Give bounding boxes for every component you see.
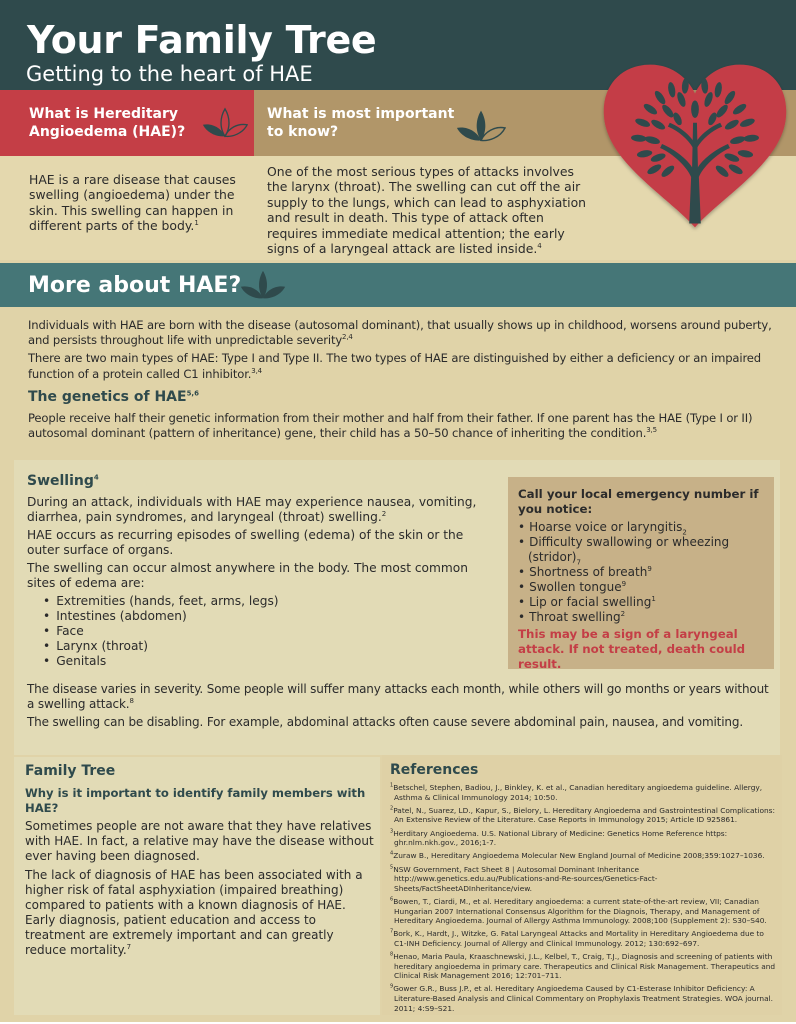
leaf-sprout-icon <box>240 268 286 302</box>
list-item: • Throat swelling$^2$ <box>518 610 768 625</box>
reference-item: $^7$Bork, K., Hardt, J., Witzke, G. Fatal Laryngeal Attacks and Mortality in Hereditary Angioedema due to C1-INH Deficiency. Journal of Allergy and Clinical Immunology. 2012; 130:692–697. <box>390 928 764 948</box>
more-about-paragraph-2: There are two main types of HAE: Type I and Type II. The two types of HAE are distinguished by either a deficiency or an impaired function of a protein called C1 inhibitor.$^{3,4}$ <box>28 351 761 381</box>
leaf-sprout-icon <box>202 106 248 140</box>
reference-item: $^5$NSW Government, Fact Sheet 8 | Autosomal Dominant Inheritance http://www.genetics.edu.au/Publications-and-Re-sources/Genetics-Fact-Sheets/FactSheetADInheritance/view. <box>390 864 658 893</box>
swelling-paragraph-1: During an attack, individuals with HAE may experience nausea, vomiting, diarrhea, pain syndromes, and laryngeal (throat) swelling.$^2$ <box>27 495 477 524</box>
more-about-heading: More about HAE? <box>28 273 242 298</box>
more-about-content <box>28 318 783 444</box>
swelling-content-bottom <box>27 682 777 733</box>
page-title: Your Family Tree <box>27 18 377 62</box>
more-about-paragraph-1: Individuals with HAE are born with the disease (autosomal dominant), that usually shows up in childhood, worsens around puberty, and persists throughout life with unpredictable severity$^{2,4}$ <box>28 318 772 348</box>
what-is-hae-heading: What is Hereditary Angioedema (HAE)? <box>29 106 186 140</box>
list-item: • Shortness of breath$^9$ <box>518 565 768 580</box>
list-item: • Larynx (throat) <box>43 639 497 654</box>
reference-item: $^9$Gower G.R., Buss J.P., et al. Hereditary Angioedema Caused by C1-Esterase Inhibitor Deficiency: A Literature-Based Analysis and Clinical Commentary on Prophylaxis Treatment Strategies. WOA journal. 2011; 4:S9–S21. <box>390 983 773 1013</box>
page-subtitle: Getting to the heart of HAE <box>26 62 313 86</box>
swelling-heading: Swelling$^4$ <box>27 473 99 489</box>
references-content <box>390 761 778 1017</box>
reference-item: $^6$Bowen, T., Ciardi, M., et al. Hereditary angioedema: a current state-of-the-art review, VII; Canadian Hungarian 2007 International Consensus Algorithm for the Diagnois, Therapy, and Management of Hereditary Angioedema. Journal of Allergy Asthma Immunology. 2008;100 (Supplement 2): S30–S40. <box>390 896 767 926</box>
list-item: • Lip or facial swelling$^1$ <box>518 595 768 610</box>
list-item: • Genitals <box>43 654 497 669</box>
reference-item: $^3$Herditary Angioedema. U.S. National Library of Medicine: Genetics Home Reference https: ghr.nlm.nkh.gov., 2016;1-7. <box>390 828 728 848</box>
swelling-paragraph-5: The swelling can be disabling. For example, abdominal attacks often cause severe abdominal pain, nausea, and vomiting. <box>27 715 744 729</box>
emergency-signs-list <box>518 520 768 625</box>
family-tree-paragraph-2: The lack of diagnosis of HAE has been associated with a higher risk of fatal asphyxiation (impaired breathing) compared to patients with a known diagnosis of HAE. Early diagnosis, patient education and access to treatment are extremely important and can greatly reduce mortality.$^7$ <box>25 868 363 957</box>
family-tree-question: Why is it important to identify family members with HAE? <box>25 786 366 815</box>
list-item: • Swollen tongue$^9$ <box>518 580 768 595</box>
what-is-hae-text: HAE is a rare disease that causes swelling (angioedema) under the skin. This swelling can happen in different parts of the body.$^1$ <box>29 172 236 234</box>
most-important-text: One of the most serious types of attacks involves the larynx (throat). The swelling can cut off the air supply to the lungs, which can lead to asphyxiation and result in death. This type of attack often requires immediate medical attention; the early signs of a laryngeal attack are listed inside.$^4$ <box>267 164 587 257</box>
references-heading: References <box>390 762 479 778</box>
most-important-heading: What is most important to know? <box>267 106 455 140</box>
swelling-paragraph-4: The disease varies in severity. Some people will suffer many attacks each month, while others will go months or years without a swelling attack.$^8$ <box>27 682 769 711</box>
genetics-heading: The genetics of HAE$^{5,6}$ <box>28 388 199 405</box>
references-list <box>390 783 778 1013</box>
swelling-paragraph-2: HAE occurs as recurring episodes of swelling (edema) of the skin or the outer surface of organs. <box>27 528 464 557</box>
family-tree-heading: Family Tree <box>25 763 116 779</box>
emergency-heading: Call your local emergency number if you notice: <box>518 487 759 516</box>
list-item: • Face <box>43 624 497 639</box>
list-item: • Difficulty swallowing or wheezing $(stridor)_7$ <box>518 535 768 565</box>
heart-tree-icon <box>600 58 790 234</box>
edema-sites-list <box>43 594 497 669</box>
reference-item: $^1$Betschel, Stephen, Badiou, J., Binkley, K. et al., Canadian hereditary angioedema guideline. Allergy, Asthma & Clinical Immunology 2014; 10:50. <box>390 782 763 802</box>
swelling-paragraph-3: The swelling can occur almost anywhere in the body. The most common sites of edema are: <box>27 561 468 590</box>
emergency-content <box>518 487 768 672</box>
reference-item: $^2$Patel, N., Suarez, LD., Kapur, S., Bielory, L. Hereditary Angioedema and Gastrointestinal Complications: An Extensive Review of the Literature. Case Reports in Immunology 2015; Article ID 925861. <box>390 805 775 825</box>
leaf-sprout-icon <box>456 108 506 144</box>
list-item: • Extremities (hands, feet, arms, legs) <box>43 594 497 609</box>
swelling-content <box>27 472 497 669</box>
genetics-paragraph: People receive half their genetic information from their mother and half from their father. If one parent has the HAE (Type I or II) autosomal dominant (pattern of inheritance) gene, their child has a 50–50 chance of inheriting the condition.$^{3,5}$ <box>28 410 753 441</box>
reference-item: $^4$Zuraw B., Hereditary Angioedema Molecular New England Journal of Medicine 2008;359:1027–1036. <box>390 850 765 861</box>
list-item: • Intestines (abdomen) <box>43 609 497 624</box>
emergency-warning: This may be a sign of a laryngeal attack. If not treated, death could result. <box>518 627 746 671</box>
list-item: • Hoarse voice or laryngitis$_2$ <box>518 520 768 535</box>
family-tree-content <box>25 762 377 962</box>
reference-item: $^8$Henao, Maria Paula, Kraaschnewski, J.L., Kelbel, T., Craig, T.J., Diagnosis and screening of patients with hereditary angioedema in primary care. Therapeutics and Clinical Risk Management. Therapeutics and Clinical Risk Management 2016; 12:701–711. <box>390 951 776 981</box>
family-tree-paragraph-1: Sometimes people are not aware that they have relatives with HAE. In fact, a relative may have the disease without ever having been diagnosed. <box>25 819 374 863</box>
